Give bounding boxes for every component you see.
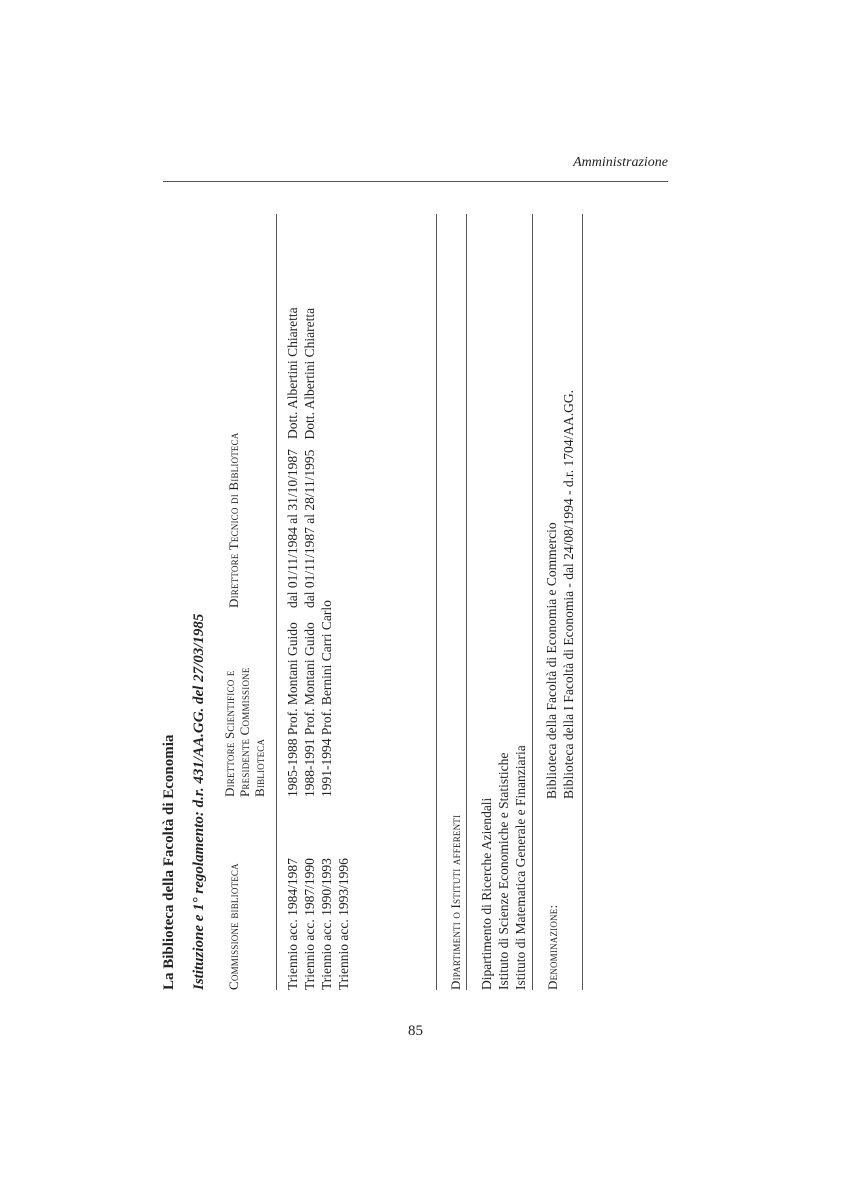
- header-direttore-scientifico: Direttore Scientifico e Presidente Commissione Biblioteca: [222, 667, 267, 797]
- list-item: Istituto di Matematica Generale e Finanziaria: [513, 745, 528, 990]
- running-head: Amministrazione: [573, 155, 668, 170]
- list-item: Triennio acc. 1987/1990: [302, 858, 317, 990]
- list-item: 1991-1994 Prof. Bernini Carri Carlo: [319, 600, 334, 797]
- list-item: 1988-1991 Prof. Montani Guido: [302, 622, 317, 797]
- list-item: dal 01/11/1987 al 28/11/1995 Dott. Albertini Chiaretta: [302, 307, 317, 608]
- denominazioni-list: [543, 390, 577, 799]
- list-item: Dipartimento di Ricerche Aziendali: [479, 797, 494, 990]
- istituti-list: [478, 745, 529, 990]
- list-item: Triennio acc. 1990/1993: [319, 858, 334, 990]
- denominazione-label: Denominazione:: [545, 904, 560, 990]
- trienni-list: [284, 858, 352, 990]
- dipartimenti-label: Dipartimenti o Istituti afferenti: [448, 814, 463, 990]
- table-rule: [582, 214, 583, 990]
- list-item: Triennio acc. 1993/1996: [336, 858, 351, 990]
- header-direttore-tecnico: Direttore Tecnico di Biblioteca: [226, 432, 241, 608]
- page-number: 85: [408, 1023, 423, 1039]
- table-title: La Biblioteca della Facoltà di Economia: [161, 734, 177, 990]
- presidenti-list: [284, 600, 335, 797]
- table-rule: [532, 214, 533, 990]
- list-item: Istituto di Scienze Economiche e Statistiche: [496, 752, 511, 990]
- list-item: 1985-1988 Prof. Montani Guido: [285, 622, 300, 797]
- table-rule: [276, 214, 277, 990]
- list-item: Triennio acc. 1984/1987: [285, 858, 300, 990]
- rotated-table: [160, 214, 592, 990]
- table-rule: [436, 214, 437, 990]
- direttori-tecnici-list: [284, 307, 318, 608]
- header-rule: [163, 181, 668, 182]
- list-item: dal 01/11/1984 al 31/10/1987 Dott. Albertini Chiaretta: [285, 307, 300, 608]
- header-commissione: Commissione biblioteca: [226, 863, 241, 990]
- table-rule: [466, 214, 467, 990]
- list-item: Biblioteca della I Facoltà di Economia - dal 24/08/1994 - d.r. 1704/AA.GG.: [561, 389, 576, 799]
- table-subtitle: Istituzione e 1° regolamento: d.r. 431/AA.GG. del 27/03/1985: [191, 613, 207, 990]
- list-item: Biblioteca della Facoltà di Economia e Commercio: [544, 522, 559, 799]
